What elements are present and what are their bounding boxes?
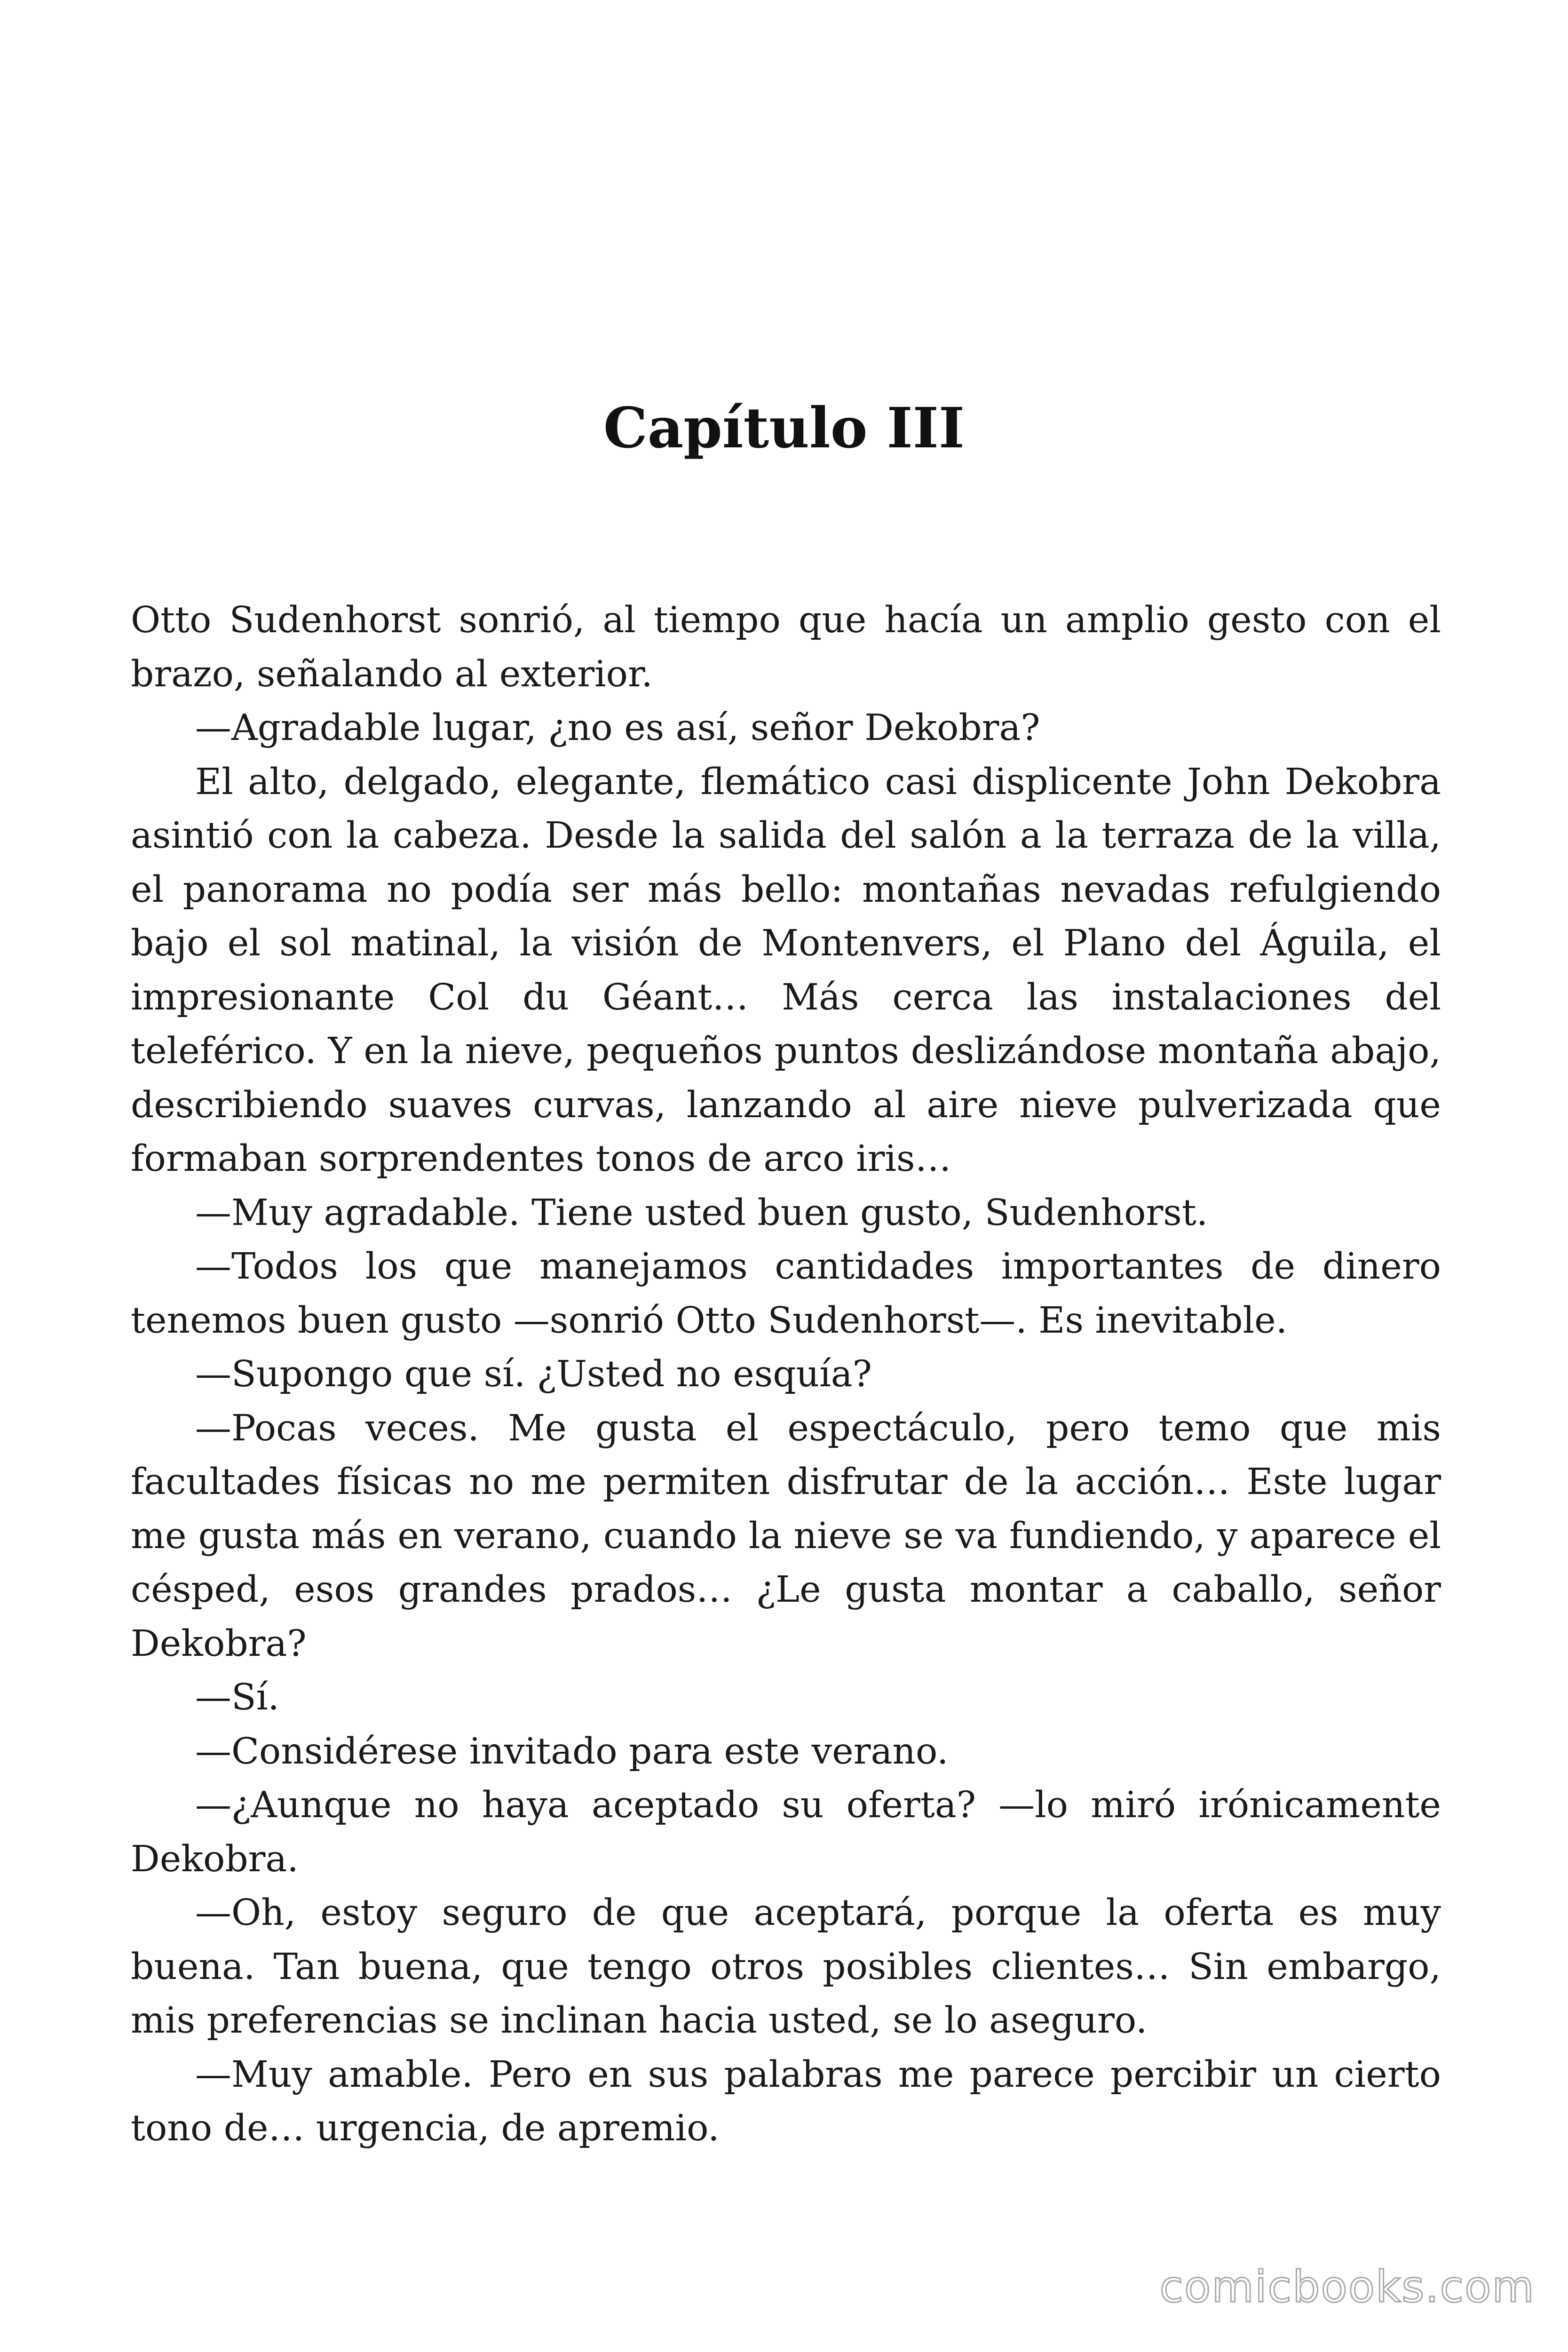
paragraph: —Muy amable. Pero en sus palabras me parece percibir un cierto tono de… urgencia, de apremio.: [131, 2053, 1441, 2149]
paragraph: —¿Aunque no haya aceptado su oferta? —lo miró irónicamente Dekobra.: [131, 1784, 1441, 1880]
chapter-title: Capítulo III: [603, 395, 965, 461]
paragraph: —Todos los que manejamos cantidades importantes de dinero tenemos buen gusto —sonrió Otto Sudenhorst—. Es inevitable.: [131, 1246, 1441, 1342]
paragraph: —Oh, estoy seguro de que aceptará, porque la oferta es muy buena. Tan buena, que tengo otros posibles clientes… Sin embargo, mis preferencias se inclinan hacia usted, se lo aseguro.: [131, 1892, 1441, 2042]
paragraph: —Considérese invitado para este verano.: [195, 1730, 949, 1772]
chapter-body: [131, 594, 1441, 2156]
watermark: comicbooks.com: [1159, 2262, 1535, 2312]
paragraph: —Muy agradable. Tiene usted buen gusto, Sudenhorst.: [195, 1192, 1208, 1234]
paragraph: —Sí.: [195, 1677, 279, 1718]
paragraph: Otto Sudenhorst sonrió, al tiempo que hacía un amplio gesto con el brazo, señalando al exterior.: [131, 599, 1441, 695]
paragraph: —Supongo que sí. ¿Usted no esquía?: [195, 1353, 872, 1395]
paragraph: —Pocas veces. Me gusta el espectáculo, pero temo que mis facultades físicas no me permiten disfrutar de la acción… Este lugar me gusta más en verano, cuando la nieve se va fundiendo, y aparece el césped, esos grandes prados… ¿Le gusta montar a caballo, señor Dekobra?: [131, 1407, 1441, 1665]
paragraph: —Agradable lugar, ¿no es así, señor Dekobra?: [195, 707, 1040, 749]
paragraph: El alto, delgado, elegante, flemático casi displicente John Dekobra asintió con la cabeza. Desde la salida del salón a la terraza de la villa, el panorama no podía ser más bello: montañas nevadas refulgiendo bajo el sol matinal, la visión de Montenvers, el Plano del Águila, el impresionante Col du Géant… Más cerca las instalaciones del teleférico. Y en la nieve, pequeños puntos deslizándose montaña abajo, describiendo suaves curvas, lanzando al aire nieve pulverizada que formaban sorprendentes tonos de arco iris…: [131, 761, 1441, 1180]
